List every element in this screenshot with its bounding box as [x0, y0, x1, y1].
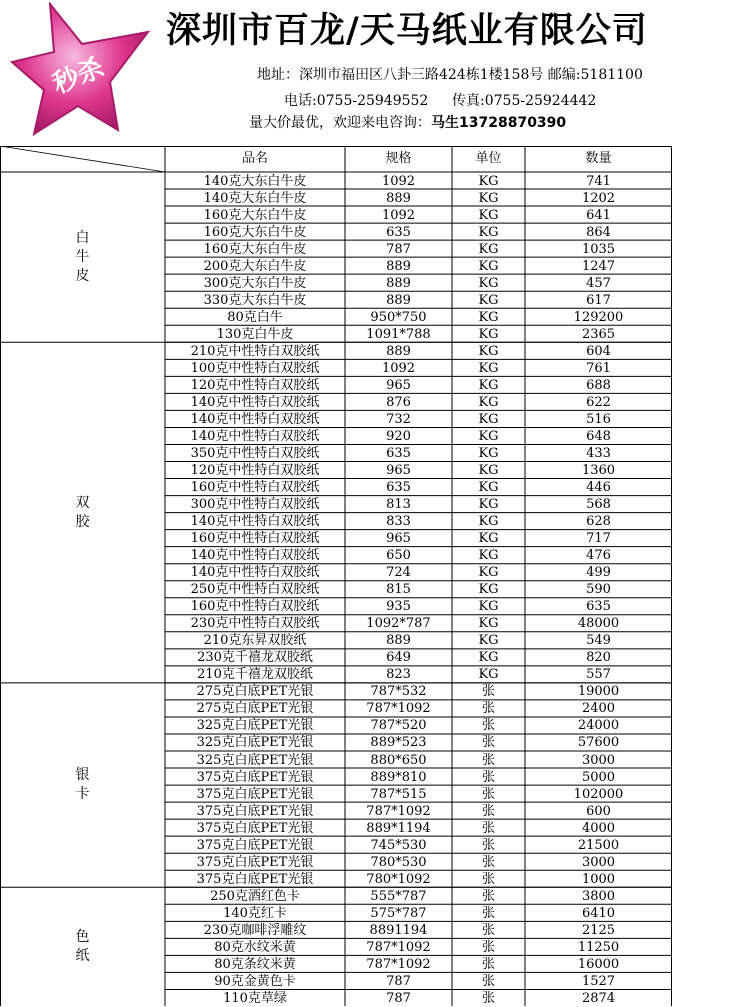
- product-name-cell: 160克中性特白双胶纸: [190, 531, 320, 547]
- spec-cell: 1092: [381, 360, 416, 376]
- spec-cell: 1092*787: [366, 616, 431, 632]
- spec-cell: 889*810: [370, 769, 427, 785]
- quantity-cell: 5000: [581, 769, 616, 785]
- quantity-cell: 21500: [577, 837, 620, 853]
- unit-cell: KG: [478, 497, 499, 513]
- category-name: [75, 766, 91, 804]
- product-name-cell: 160克大东白牛皮: [203, 224, 307, 240]
- category-name: [75, 928, 91, 966]
- unit-cell: KG: [478, 582, 499, 598]
- spec-cell: 787*1092: [366, 803, 431, 819]
- unit-cell: 张: [481, 854, 495, 870]
- quantity-cell: 11250: [577, 939, 620, 955]
- unit-cell: 张: [481, 956, 495, 972]
- product-name-cell: 230克千禧龙双胶纸: [197, 650, 313, 666]
- header: [0, 0, 747, 146]
- unit-cell: KG: [478, 241, 499, 257]
- product-name-cell: 160克大东白牛皮: [203, 241, 307, 257]
- product-name-cell: 275克白底PET光银: [196, 701, 314, 717]
- quantity-cell: 1360: [581, 463, 616, 478]
- category-char: 卡: [75, 786, 90, 803]
- unit-cell: 张: [481, 786, 495, 802]
- spec-cell: 649: [386, 650, 411, 666]
- spec-cell: 889: [386, 343, 411, 359]
- product-name-cell: 375克白底PET光银: [196, 820, 314, 836]
- product-name-cell: 140克中性特白双胶纸: [190, 411, 320, 427]
- product-name-cell: 120克中性特白双胶纸: [190, 463, 320, 478]
- product-name-cell: 100克中性特白双胶纸: [190, 360, 320, 376]
- unit-cell: KG: [478, 650, 499, 666]
- product-name-cell: 140克大东白牛皮: [203, 173, 307, 189]
- category-label: [0, 683, 165, 887]
- spec-cell: 787*520: [370, 718, 427, 734]
- spec-cell: 1092: [381, 173, 416, 189]
- product-name-cell: 300克大东白牛皮: [203, 275, 307, 291]
- product-name-cell: 140克中性特白双胶纸: [190, 514, 320, 530]
- product-name-cell: 200克大东白牛皮: [203, 258, 307, 274]
- column-header-qty: 数量: [585, 151, 612, 166]
- spec-cell: 8891194: [369, 922, 428, 938]
- unit-cell: KG: [478, 343, 499, 359]
- unit-cell: KG: [478, 173, 499, 189]
- product-name-cell: 230克咖啡浮雕纹: [203, 922, 307, 938]
- unit-cell: 张: [481, 990, 495, 1006]
- quantity-cell: 57600: [577, 735, 620, 751]
- unit-cell: KG: [478, 514, 499, 530]
- quantity-cell: 446: [586, 480, 611, 496]
- spec-cell: 787: [386, 973, 411, 989]
- quantity-cell: 129200: [573, 309, 624, 325]
- inventory-table: [0, 146, 672, 1006]
- unit-cell: KG: [478, 224, 499, 240]
- spec-cell: 787*532: [370, 684, 427, 700]
- quantity-cell: 641: [586, 207, 611, 223]
- unit-cell: 张: [481, 820, 495, 836]
- unit-cell: KG: [478, 565, 499, 581]
- spec-cell: 935: [386, 599, 411, 615]
- product-name-cell: 230克中性特白双胶纸: [190, 616, 320, 632]
- spec-cell: 889*1194: [366, 820, 431, 836]
- unit-cell: KG: [478, 463, 499, 478]
- category-char: 白: [75, 229, 90, 246]
- unit-cell: KG: [478, 326, 499, 342]
- quantity-cell: 557: [586, 667, 611, 683]
- category-char: 银: [75, 767, 90, 784]
- unit-cell: KG: [478, 445, 499, 461]
- quantity-cell: 16000: [577, 956, 620, 972]
- quantity-cell: 622: [586, 394, 611, 410]
- spec-cell: 833: [386, 514, 411, 530]
- product-name-cell: 160克中性特白双胶纸: [190, 599, 320, 615]
- product-name-cell: 80克条纹米黄: [214, 956, 296, 972]
- unit-cell: 张: [481, 803, 495, 819]
- unit-cell: KG: [478, 411, 499, 427]
- product-name-cell: 250克中性特白双胶纸: [190, 582, 320, 598]
- unit-cell: 张: [481, 735, 495, 751]
- product-name-cell: 120克中性特白双胶纸: [190, 377, 320, 393]
- slogan: [249, 114, 566, 132]
- quantity-cell: 688: [586, 377, 611, 393]
- quantity-cell: 48000: [577, 616, 620, 632]
- product-name-cell: 350克中性特白双胶纸: [190, 445, 320, 461]
- quantity-cell: 1527: [581, 973, 616, 989]
- quantity-cell: 6410: [581, 905, 616, 921]
- unit-cell: KG: [478, 480, 499, 496]
- unit-cell: KG: [478, 616, 499, 632]
- product-name-cell: 325克白底PET光银: [196, 718, 314, 734]
- column-header-unit: 单位: [475, 151, 502, 166]
- phone: 电话:0755-25949552: [284, 93, 429, 109]
- spec-cell: 732: [386, 411, 411, 427]
- unit-cell: KG: [478, 377, 499, 393]
- product-name-cell: 375克白底PET光银: [196, 871, 314, 887]
- quantity-cell: 19000: [577, 684, 620, 700]
- unit-cell: KG: [478, 531, 499, 547]
- spec-cell: 920: [386, 428, 411, 444]
- product-name-cell: 275克白底PET光银: [196, 684, 314, 700]
- spec-cell: 787: [386, 990, 411, 1006]
- spec-cell: 889: [386, 258, 411, 274]
- unit-cell: KG: [478, 258, 499, 274]
- product-name-cell: 140克红卡: [223, 905, 287, 921]
- product-name-cell: 140克中性特白双胶纸: [190, 428, 320, 444]
- fax: 传真:0755-25924442: [452, 93, 597, 109]
- quantity-cell: 2365: [581, 326, 616, 342]
- unit-cell: KG: [478, 394, 499, 410]
- category-label: [0, 342, 165, 683]
- quantity-cell: 3000: [581, 752, 616, 768]
- product-name-cell: 160克中性特白双胶纸: [190, 480, 320, 496]
- quantity-cell: 741: [586, 173, 611, 189]
- category-char: 纸: [75, 947, 90, 964]
- category-name: [75, 229, 91, 286]
- quantity-cell: 516: [586, 411, 611, 427]
- flash-sale-label: 秒杀: [48, 52, 109, 100]
- flash-sale-star-badge: [10, 2, 160, 142]
- unit-cell: KG: [478, 548, 499, 564]
- unit-cell: 张: [481, 837, 495, 853]
- quantity-cell: 761: [586, 360, 611, 376]
- unit-cell: KG: [478, 207, 499, 223]
- spec-cell: 575*787: [370, 905, 427, 921]
- spec-cell: 880*650: [370, 752, 427, 768]
- quantity-cell: 635: [586, 599, 611, 615]
- spec-cell: 787*1092: [366, 939, 431, 955]
- spec-cell: 787: [386, 241, 411, 257]
- quantity-cell: 549: [586, 633, 611, 649]
- quantity-cell: 102000: [573, 786, 624, 802]
- unit-cell: KG: [478, 599, 499, 615]
- quantity-cell: 4000: [581, 820, 616, 836]
- spec-cell: 635: [386, 445, 411, 461]
- unit-cell: 张: [481, 939, 495, 955]
- product-name-cell: 140克中性特白双胶纸: [190, 548, 320, 564]
- unit-cell: 张: [481, 888, 495, 904]
- spec-cell: 650: [386, 548, 411, 564]
- contact-person: 马生13728870390: [431, 115, 567, 131]
- quantity-cell: 717: [586, 531, 611, 547]
- quantity-cell: 604: [586, 343, 611, 359]
- product-name-cell: 325克白底PET光银: [196, 735, 314, 751]
- spec-cell: 965: [386, 463, 411, 478]
- product-name-cell: 90克金黄色卡: [214, 973, 296, 989]
- corner-diagonal: [0, 146, 165, 172]
- quantity-cell: 590: [586, 582, 611, 598]
- column-header-spec: 规格: [385, 151, 412, 166]
- spec-cell: 1092: [381, 207, 416, 223]
- product-name-cell: 250克酒红色卡: [210, 888, 300, 904]
- spec-cell: 787*515: [370, 786, 427, 802]
- unit-cell: 张: [481, 769, 495, 785]
- quantity-cell: 1202: [581, 190, 616, 206]
- category-char: 胶: [75, 513, 90, 530]
- quantity-cell: 3800: [581, 888, 616, 904]
- category-label: [0, 172, 165, 342]
- quantity-cell: 617: [586, 292, 611, 308]
- quantity-cell: 476: [586, 548, 611, 564]
- unit-cell: 张: [481, 718, 495, 734]
- unit-cell: KG: [478, 633, 499, 649]
- unit-cell: KG: [478, 275, 499, 291]
- unit-cell: 张: [481, 684, 495, 700]
- product-name-cell: 375克白底PET光银: [196, 837, 314, 853]
- quantity-cell: 2125: [581, 922, 616, 938]
- product-name-cell: 80克白牛: [227, 309, 283, 325]
- product-name-cell: 210克东昇双胶纸: [203, 633, 307, 649]
- unit-cell: KG: [478, 292, 499, 308]
- unit-cell: 张: [481, 752, 495, 768]
- category-char: 牛: [75, 248, 90, 265]
- spec-cell: 889: [386, 633, 411, 649]
- unit-cell: 张: [481, 905, 495, 921]
- spec-cell: 876: [386, 394, 411, 410]
- quantity-cell: 1035: [581, 241, 616, 257]
- product-name-cell: 160克大东白牛皮: [203, 207, 307, 223]
- quantity-cell: 600: [586, 803, 611, 819]
- category-char: 色: [75, 928, 90, 945]
- spec-cell: 823: [386, 667, 411, 683]
- spec-cell: 889: [386, 292, 411, 308]
- quantity-cell: 628: [586, 514, 611, 530]
- product-name-cell: 325克白底PET光银: [196, 752, 314, 768]
- unit-cell: KG: [478, 309, 499, 325]
- product-name-cell: 140克中性特白双胶纸: [190, 394, 320, 410]
- quantity-cell: 2400: [581, 701, 616, 717]
- unit-cell: 张: [481, 871, 495, 887]
- spec-cell: 780*530: [370, 854, 427, 870]
- quantity-cell: 24000: [577, 718, 620, 734]
- spec-cell: 965: [386, 531, 411, 547]
- product-name-cell: 375克白底PET光银: [196, 769, 314, 785]
- slogan-text: 量大价最优，欢迎来电咨询：: [249, 115, 431, 131]
- product-name-cell: 330克大东白牛皮: [203, 292, 307, 308]
- quantity-cell: 1247: [581, 258, 616, 274]
- category-label: [0, 887, 165, 1006]
- quantity-cell: 457: [586, 275, 611, 291]
- quantity-cell: 3000: [581, 854, 616, 870]
- product-name-cell: 210克千禧龙双胶纸: [197, 667, 313, 683]
- product-name-cell: 300克中性特白双胶纸: [190, 497, 320, 513]
- spec-cell: 889: [386, 190, 411, 206]
- product-name-cell: 80克水纹米黄: [214, 939, 296, 955]
- product-name-cell: 140克中性特白双胶纸: [190, 565, 320, 581]
- category-char: 皮: [75, 267, 90, 284]
- quantity-cell: 864: [586, 224, 611, 240]
- company-name: 深圳市百龙/天马纸业有限公司: [166, 11, 648, 51]
- spec-cell: 635: [386, 224, 411, 240]
- product-name-cell: 375克白底PET光银: [196, 803, 314, 819]
- product-name-cell: 375克白底PET光银: [196, 786, 314, 802]
- product-name-cell: 130克白牛皮: [216, 326, 294, 342]
- category-name: [75, 494, 91, 532]
- spec-cell: 1091*788: [366, 326, 431, 342]
- spec-cell: 555*787: [370, 888, 427, 904]
- spec-cell: 950*750: [370, 309, 427, 325]
- product-name-cell: 375克白底PET光银: [196, 854, 314, 870]
- spec-cell: 965: [386, 377, 411, 393]
- unit-cell: KG: [478, 190, 499, 206]
- spec-cell: 815: [386, 582, 411, 598]
- spec-cell: 787*1092: [366, 956, 431, 972]
- quantity-cell: 820: [586, 650, 611, 666]
- quantity-cell: 499: [586, 565, 611, 581]
- spec-cell: 635: [386, 480, 411, 496]
- unit-cell: KG: [478, 667, 499, 683]
- spec-cell: 724: [386, 565, 411, 581]
- spec-cell: 780*1092: [366, 871, 431, 887]
- spec-cell: 787*1092: [366, 701, 431, 717]
- category-char: 双: [75, 494, 90, 511]
- quantity-cell: 2874: [581, 990, 616, 1006]
- product-name-cell: 140克大东白牛皮: [203, 190, 307, 206]
- quantity-cell: 648: [586, 428, 611, 444]
- product-name-cell: 210克中性特白双胶纸: [190, 343, 320, 359]
- unit-cell: KG: [478, 428, 499, 444]
- unit-cell: 张: [481, 922, 495, 938]
- unit-cell: KG: [478, 360, 499, 376]
- quantity-cell: 568: [586, 497, 611, 513]
- column-header-name: 品名: [241, 151, 268, 166]
- quantity-cell: 1000: [581, 871, 616, 887]
- address: 地址：深圳市福田区八卦三路424栋1楼158号 邮编:5181100: [257, 67, 643, 83]
- spec-cell: 813: [386, 497, 411, 513]
- unit-cell: 张: [481, 701, 495, 717]
- product-name-cell: 110克草绿: [223, 990, 287, 1006]
- spec-cell: 889: [386, 275, 411, 291]
- spec-cell: 889*523: [370, 735, 427, 751]
- quantity-cell: 433: [586, 445, 611, 461]
- spec-cell: 745*530: [370, 837, 427, 853]
- unit-cell: 张: [481, 973, 495, 989]
